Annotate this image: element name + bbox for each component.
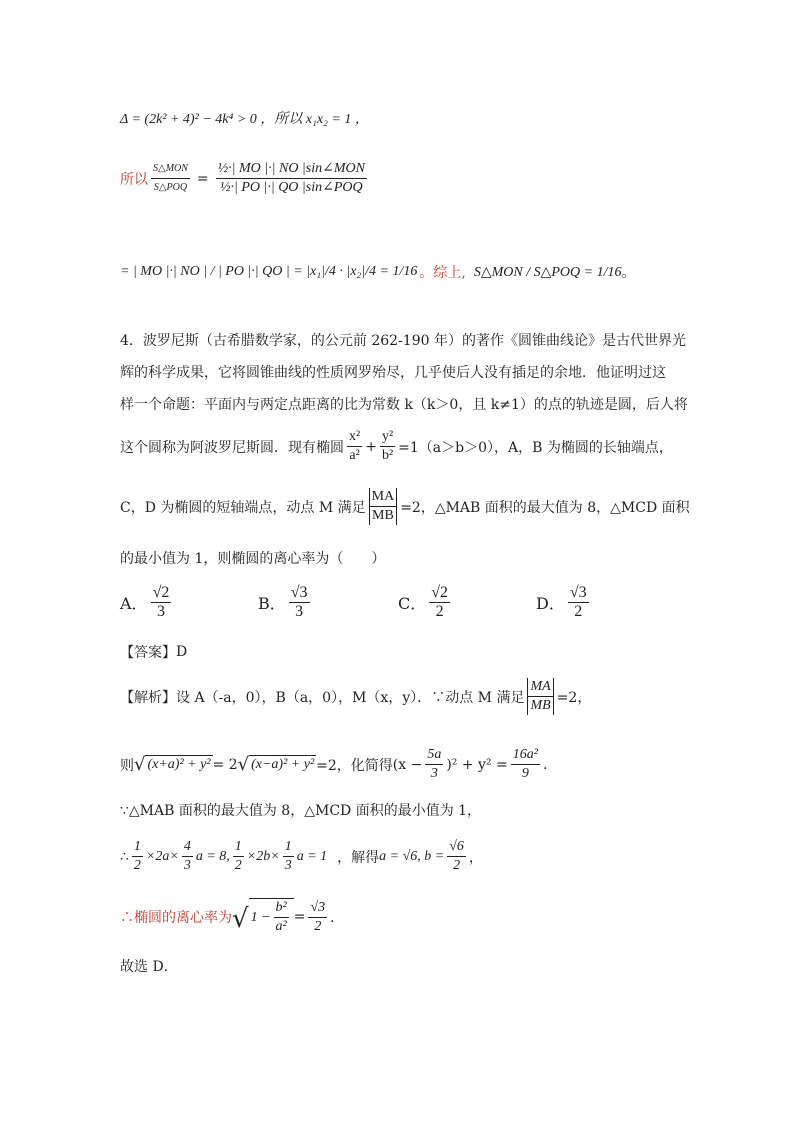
half-frac-1-den: 2 [133,858,141,873]
ellipse-x-fraction [347,428,362,465]
delta-text: Δ = (2k² + 4)² − 4k⁴ > 0 ，所以 x₁x₂ = 1 ， [120,112,369,127]
ecc-result-den: 2 [314,918,322,934]
ecc-end: ． [330,910,345,926]
option-b-fraction [289,584,310,621]
ma-num: MA [369,488,398,507]
area-part-d: a = 1 [296,848,328,864]
option-d-fraction [568,584,589,621]
analysis-label: 【解析】 [120,689,176,706]
ratio-num: ½·| MO |·| NO |sin∠MON [216,160,367,179]
area-part-a: ×2a× [145,848,179,864]
answer-line [120,642,187,662]
summary-end: 。 [621,265,636,281]
problem-text-1: 4．波罗尼斯（古希腊数学家，的公元前 262-190 年）的著作《圆锥曲线论》是古代世界光 [120,333,686,349]
simpl-frac-a-num: 5a [425,746,443,765]
ratio-line: 所以 $\frac{\text{S△MON}}{\text{S△POQ}}$ = $\frac{\text{½·| MO |·| NO |sin∠MON}}{\text{½·| PO |·| QO |sin∠POQ}}$ [120,161,365,195]
option-d-den: 2 [574,603,583,620]
ratio-main-fraction [216,160,367,197]
ecc-frac-den: a² [275,919,287,934]
ma-mb-fraction [369,488,398,525]
problem-text-5b: =2，△MAB 面积的最大值为 8，△MCD 面积 [400,499,690,516]
ellipse-plus: + [365,438,377,455]
ecc-result-num: √3 [308,899,327,918]
area-part-b: a = 8, [195,848,230,864]
analysis-text-2b: =2，化简得 [316,757,393,774]
area-part-c: ×2b× [246,848,280,864]
result-frac-num: √6 [447,838,466,857]
analysis-text-1a: 设 A（-a，0），B（a，0），M（x，y）．∵动点 M 满足 [176,689,525,706]
sqrt-term-2-radicand: (x−a)² + y² [251,757,315,772]
analysis-text-5a: ∴椭圆的离心率为 [120,910,232,926]
mb-den: MB [369,507,397,525]
simpl-frac-b [511,746,540,783]
option-a-label: A． [120,594,148,613]
problem-text-5a: C，D 为椭圆的短轴端点，动点 M 满足 [120,499,366,516]
option-a-den: 3 [156,603,165,620]
half-frac-1 [132,838,143,875]
analysis-line-6 [120,956,178,976]
sqrt-term-1-radicand: (x+a)² + y² [147,757,211,772]
ellipse-x-den: a² [349,448,360,463]
option-d [536,584,592,621]
ecc-frac [274,899,289,936]
analysis-text-1b: =2， [556,689,592,706]
one-third-den: 3 [284,858,292,873]
half-frac-2-den: 2 [234,858,242,873]
answer-label: 【答案】 [120,645,176,661]
problem-line-2 [120,362,666,382]
simpl-frac-a [425,746,443,783]
problem-line-3 [120,394,688,414]
analysis-line-1 [120,678,591,715]
sqrt-term-1: √ (x+a)² + y² [134,754,211,775]
analysis-text-4a: ∴ [120,848,129,865]
mb-den-2: MB [527,697,553,715]
problem-line-5 [120,488,690,525]
ratio-left-fraction [151,160,190,197]
option-c-label: C． [398,594,427,613]
ecc-result-frac [308,899,327,936]
sqrt-term-2: √ (x−a)² + y² [237,754,315,775]
eq-line-text: = | MO |·| NO | / | PO |·| QO | = |x₁|/4 · |x₂|/4 = 1/16 [120,264,418,279]
answer-value: D [176,644,188,660]
option-a [120,584,174,621]
ratio-den: ½·| PO |·| QO |sin∠POQ [219,180,363,195]
ecc-eq: = [293,909,306,925]
ellipse-y-den: b² [381,448,394,463]
suoyi-label: 所以 [120,171,148,188]
option-c-fraction [429,584,450,621]
problem-text-3: 样一个命题：平面内与两定点距离的比为常数 k（k＞0，且 k≠1）的点的轨迹是圆，后人将 [120,397,688,413]
ratio-left-num: S△MON [151,160,190,179]
ratio-left-den: S△POQ [153,182,188,193]
option-b-label: B． [258,594,286,613]
ellipse-y-num: y² [380,428,395,447]
four-thirds-frac [182,838,193,875]
analysis-line-5 [120,898,344,936]
half-frac-2 [233,838,244,875]
ellipse-y-fraction [380,428,395,465]
problem-text-4b: =1（a＞b＞0），A，B 为椭圆的长轴端点， [398,439,673,456]
ma-mb-fraction-2 [527,678,553,715]
option-a-num: √2 [152,584,170,601]
ecc-frac-num: b² [274,899,289,918]
ecc-sqrt: √ 1 − $\frac{\text{b²}}{\text{a²}}$ [232,898,294,936]
simpl-frac-b-den: 9 [521,766,529,781]
option-d-num: √3 [569,584,587,601]
problem-text-2: 辉的科学成果，它将圆锥曲线的性质网罗殆尽，几乎使后人没有插足的余地．他证明过这 [120,365,666,381]
option-b [258,584,313,621]
option-a-fraction [151,584,172,621]
one-third-frac [283,838,294,875]
analysis-text-4b: ，解得 [337,849,380,866]
option-b-den: 3 [295,603,304,620]
problem-line-4 [120,428,673,465]
result-end: ， [468,849,483,866]
simpl-frac-a-den: 3 [430,766,438,781]
delta-line [120,108,369,128]
option-c-den: 2 [435,603,444,620]
result-frac-den: 2 [453,858,461,873]
analysis-text-6: 故选 D． [120,959,178,975]
half-frac-2-num: 1 [233,838,244,857]
half-frac-1-num: 1 [132,838,143,857]
simpl-end: . [542,756,548,773]
option-c-num: √2 [431,584,449,601]
problem-text-6: 的最小值为 1，则椭圆的离心率为（ ） [120,551,386,567]
summary-value: S△MON / S△POQ = 1/16 [473,264,622,280]
problem-line-1 [120,330,686,350]
result-a: a = √6, b = [379,848,445,864]
ellipse-x-num: x² [347,428,362,447]
analysis-line-2 [120,746,547,783]
summary-label: 。综上, [419,265,466,281]
analysis-text-3: ∵△MAB 面积的最大值为 8，△MCD 面积的最小值为 1， [120,803,482,819]
option-b-num: √3 [290,584,308,601]
analysis-text-2a: 则 [120,757,134,774]
four-thirds-num: 4 [182,838,193,857]
problem-line-6 [120,548,385,568]
analysis-line-3 [120,800,481,820]
simpl-a: (x − [392,756,423,773]
option-c [398,584,453,621]
analysis-line-4 [120,838,483,875]
result-frac [447,838,466,875]
equality-line [120,262,635,282]
ecc-under: 1 − [250,909,271,925]
eq-two: = 2 [212,756,238,773]
problem-text-4a: 这个圆称为阿波罗尼斯圆．现有椭圆 [120,439,344,456]
four-thirds-den: 3 [183,858,191,873]
option-d-label: D． [536,594,565,613]
one-third-num: 1 [283,838,294,857]
ma-num-2: MA [527,678,553,697]
simpl-frac-b-num: 16a² [511,746,540,765]
simpl-b: )² + y² = [446,756,508,773]
